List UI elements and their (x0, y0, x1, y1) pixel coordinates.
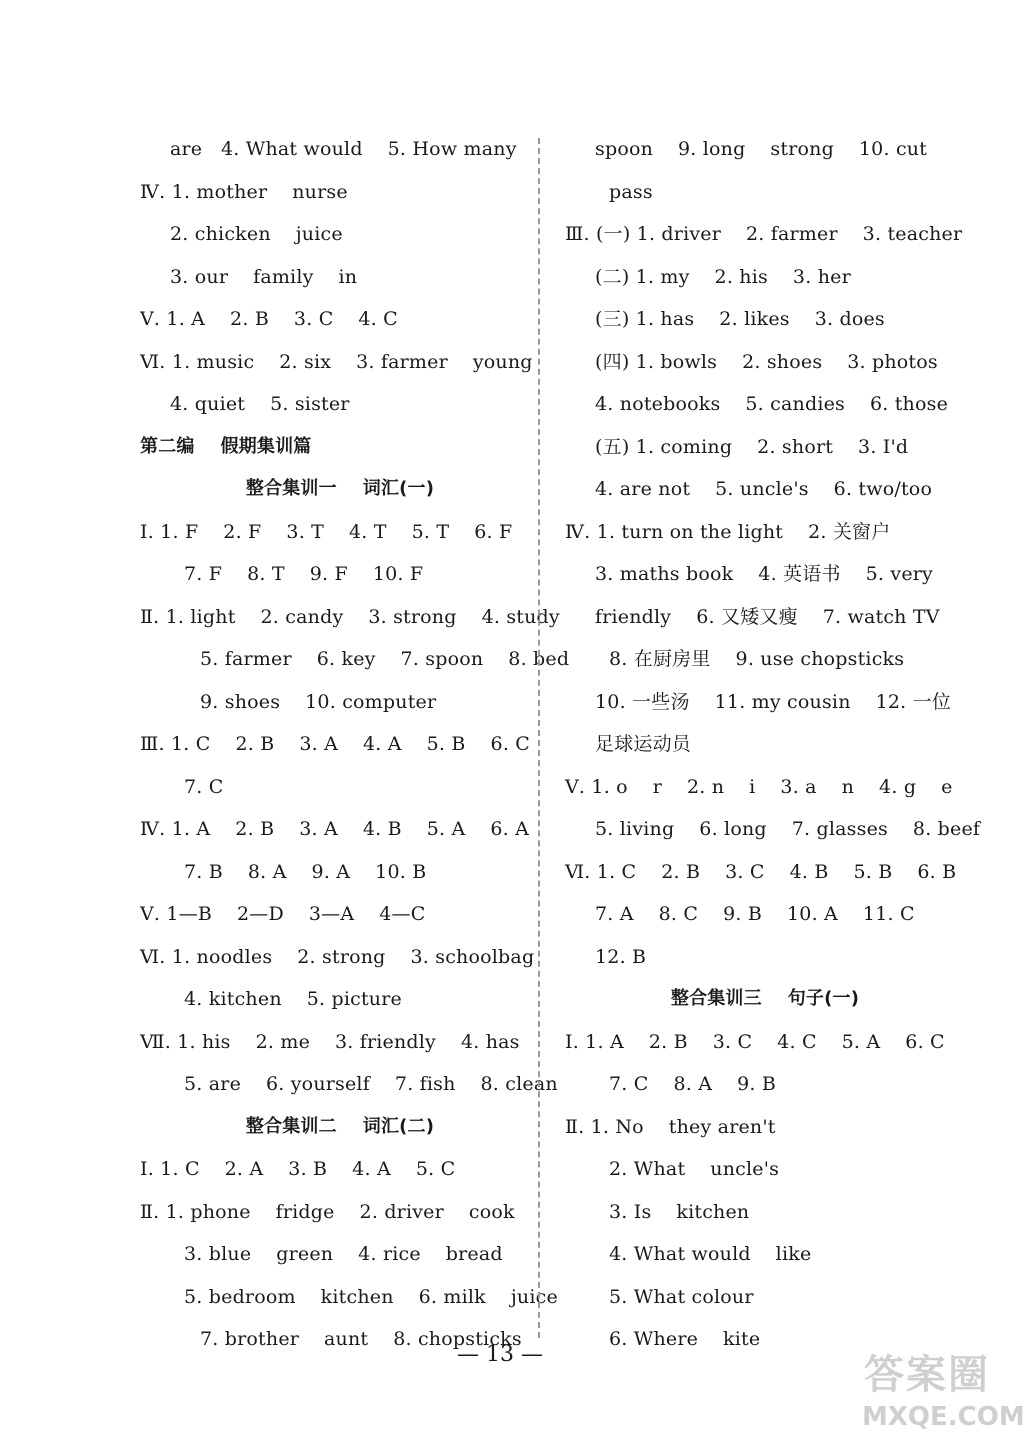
answer-line: Ⅶ. 1. his 2. me 3. friendly 4. has (140, 1030, 520, 1053)
page-number: — 13 — (457, 1342, 543, 1367)
answer-line: Ⅵ. 1. music 2. six 3. farmer young (140, 350, 533, 373)
answer-line: (二) 1. my 2. his 3. her (595, 265, 851, 288)
watermark-cn: 答案圈 (864, 1352, 990, 1398)
watermark-en: MXQE.COM (862, 1402, 1025, 1432)
answer-line: 12. B (595, 945, 647, 968)
answer-line: 4. notebooks 5. candies 6. those (595, 393, 949, 415)
answer-line: spoon 9. long strong 10. cut (595, 138, 928, 160)
answer-line: 7. C 8. A 9. B (609, 1073, 777, 1095)
answer-line: Ⅵ. 1. C 2. B 3. C 4. B 5. B 6. B (565, 860, 957, 883)
answer-line: 6. Where kite (609, 1328, 761, 1350)
answer-line: Ⅱ. 1. phone fridge 2. driver cook (140, 1200, 515, 1223)
answer-line: 5. What colour (609, 1285, 754, 1308)
answer-line: Ⅴ. 1—B 2—D 3—A 4—C (140, 903, 426, 925)
answer-line: Ⅰ. 1. C 2. A 3. B 4. A 5. C (140, 1158, 456, 1180)
answer-line: Ⅴ. 1. A 2. B 3. C 4. C (140, 308, 398, 330)
answer-line: Ⅳ. 1. turn on the light 2. 关窗户 (565, 520, 891, 543)
answer-line: 5. are 6. yourself 7. fish 8. clean (184, 1073, 558, 1095)
answer-line: Ⅱ. 1. No they aren't (565, 1115, 776, 1138)
answer-line: 5. farmer 6. key 7. spoon 8. bed (200, 648, 570, 670)
answer-line: Ⅴ. 1. o r 2. n i 3. a n 4. g e (565, 775, 953, 798)
answer-line: 2. What uncle's (609, 1158, 780, 1180)
answer-line: 4. are not 5. uncle's 6. two/too (595, 478, 933, 500)
answer-line: (三) 1. has 2. likes 3. does (595, 308, 885, 330)
answer-line: 7. C (184, 775, 224, 798)
answer-line: 2. chicken juice (170, 223, 343, 245)
answer-line: Ⅰ. 1. A 2. B 3. C 4. C 5. A 6. C (565, 1030, 945, 1053)
answer-line: 4. kitchen 5. picture (184, 988, 402, 1010)
answer-line: Ⅳ. 1. A 2. B 3. A 4. B 5. A 6. A (140, 818, 530, 840)
section-heading: 整合集训一 词汇(一) (245, 478, 435, 499)
left-column (140, 128, 570, 1361)
section-heading: 整合集训二 词汇(二) (245, 1115, 435, 1137)
answer-line: 3. Is kitchen (609, 1200, 750, 1223)
answer-line: 7. A 8. C 9. B 10. A 11. C (595, 903, 915, 925)
right-column (565, 128, 981, 1361)
answer-line: Ⅱ. 1. light 2. candy 3. strong 4. study (140, 605, 560, 628)
answer-line: 4. What would like (609, 1243, 812, 1265)
answer-line: (五) 1. coming 2. short 3. I'd (595, 435, 909, 458)
answer-line: 8. 在厨房里 9. use chopsticks (609, 648, 905, 670)
answer-line: Ⅵ. 1. noodles 2. strong 3. schoolbag (140, 945, 535, 968)
section-heading: 整合集训三 句子(一) (670, 988, 860, 1009)
answer-line: (四) 1. bowls 2. shoes 3. photos (595, 350, 938, 373)
answer-line: 9. shoes 10. computer (200, 690, 437, 713)
answer-line: 7. brother aunt 8. chopsticks (200, 1328, 522, 1350)
answer-line: Ⅲ. (一) 1. driver 2. farmer 3. teacher (565, 223, 963, 245)
answer-line: 4. quiet 5. sister (170, 393, 350, 415)
answer-line: 3. maths book 4. 英语书 5. very (595, 563, 933, 585)
answer-line: 5. bedroom kitchen 6. milk juice (184, 1285, 558, 1308)
answer-line: Ⅳ. 1. mother nurse (140, 180, 348, 203)
answer-line: 3. blue green 4. rice bread (184, 1243, 503, 1265)
answer-line: Ⅲ. 1. C 2. B 3. A 4. A 5. B 6. C (140, 733, 531, 755)
answer-line: 7. F 8. T 9. F 10. F (184, 563, 424, 585)
column-divider (538, 138, 540, 1338)
answer-line: pass (609, 180, 653, 203)
answer-line: 10. 一些汤 11. my cousin 12. 一位 (595, 690, 952, 713)
watermark-logo (862, 1350, 1025, 1446)
answer-line: 足球运动员 (595, 733, 692, 755)
answer-line: Ⅰ. 1. F 2. F 3. T 4. T 5. T 6. F (140, 520, 513, 543)
answer-line: are 4. What would 5. How many (170, 138, 517, 160)
section-heading: 第二编 假期集训篇 (140, 435, 312, 457)
answer-line: 3. our family in (170, 265, 358, 288)
answer-line: friendly 6. 又矮又瘦 7. watch TV (595, 605, 940, 628)
answer-line: 5. living 6. long 7. glasses 8. beef (595, 818, 981, 840)
answer-line: 7. B 8. A 9. A 10. B (184, 860, 427, 883)
